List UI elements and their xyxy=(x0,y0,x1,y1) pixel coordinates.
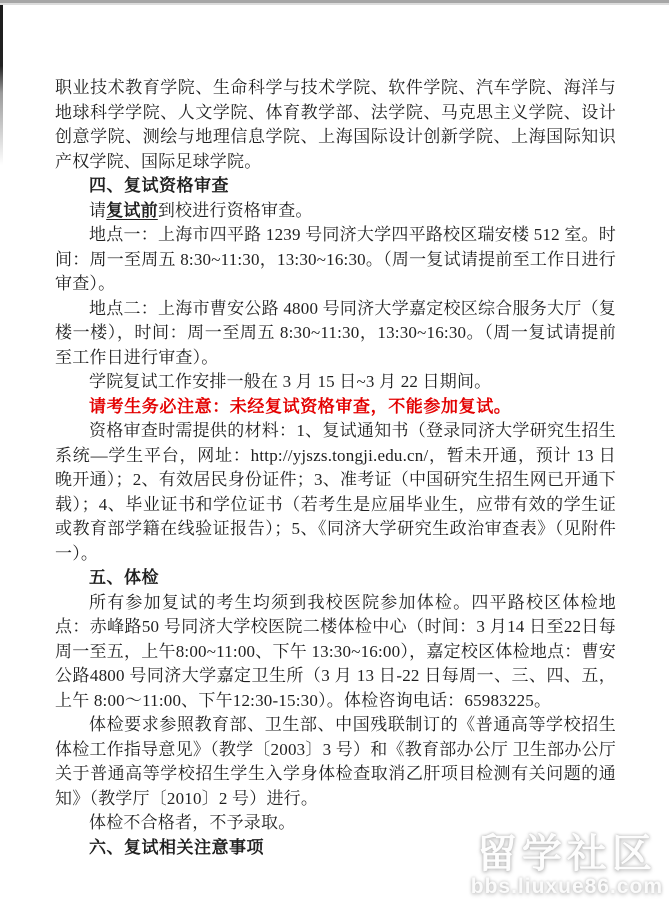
physical-exam-result-paragraph: 体检不合格者，不予录取。 xyxy=(89,813,296,832)
section-heading-qualification-review: 四、复试资格审查 xyxy=(89,176,229,195)
physical-exam-requirements-paragraph: 体检要求参照教育部、卫生部、中国残联制订的《普通高等学校招生体检工作指导意见》（教学〔2003〕3 号）和《教育部办公厅 卫生部办公厅关于普通高等学校招生学生入学身体检查取消乙肝项目检测有关问题的通知》（教学厅〔2010〕2 号）进行。 xyxy=(55,715,616,808)
materials-prefix: 资格审查时需提供的材料：1、复试通知书（登录同济大学研究生招生系统—学生平台，网址： xyxy=(55,421,616,465)
precheck-suffix: 到校进行资格审查。 xyxy=(157,200,313,220)
watermark-url-text: bbs.liuxue86.com xyxy=(470,875,663,898)
watermark-logo-text: 留学社区 xyxy=(476,832,657,876)
top-border-bar xyxy=(0,0,669,5)
precheck-prefix: 请 xyxy=(89,200,107,220)
precheck-paragraph xyxy=(55,199,616,224)
section-heading-retest-notes: 六、复试相关注意事项 xyxy=(89,837,264,857)
schedule-paragraph: 学院复试工作安排一般在 3 月 15 日~3 月 22 日期间。 xyxy=(89,372,492,391)
document-body xyxy=(55,76,616,860)
alert-notice: 请考生务必注意：未经复试资格审查，不能参加复试。 xyxy=(89,396,512,416)
materials-suffix: ，暂未开通，预计 13 日晚开通）；2、有效居民身份证件；3、准考证（中国研究生招生网已开通下载）；4、毕业证书和学位证书（若考生是应届毕业生，应带有效的学生证或教育部学籍在线验证报告）；5、《同济大学研究生政治审查表》（见附件一）。 xyxy=(55,445,616,563)
college-list-paragraph: 职业技术教育学院、生命科学与技术学院、软件学院、汽车学院、海洋与地球科学学院、人文学院、体育教学部、法学院、马克思主义学院、设计创意学院、测绘与地理信息学院、上海国际设计创新学院、上海国际知识产权学院、国际足球学院。 xyxy=(55,78,616,171)
location-two-paragraph: 地点二：上海市曹安公路 4800 号同济大学嘉定校区综合服务大厅（复楼一楼），时间：周一至周五 8:30~11:30，13:30~16:30。（周一复试请提前至工作日进行审查）。 xyxy=(55,298,616,367)
location-one-paragraph: 地点一：上海市四平路 1239 号同济大学四平路校区瑞安楼 512 室。时间：周一至周五 8:30~11:30，13:30~16:30。（周一复试请提前至工作日进行审查）。 xyxy=(55,225,616,293)
portal-url: http://yjszs.tongji.edu.cn/ xyxy=(250,445,429,465)
precheck-emphasis: 复试前 xyxy=(106,200,158,220)
materials-paragraph xyxy=(55,419,616,566)
left-scan-artifact xyxy=(0,5,3,165)
section-heading-physical-exam: 五、体检 xyxy=(89,568,159,587)
physical-exam-locations-paragraph: 所有参加复试的考生均须到我校医院参加体检。四平路校区体检地点：赤峰路50 号同济大学校医院二楼体检中心（时间：3 月14 日至22日每周一至五，上午8:00~11:00、下午 13:30~16:00），嘉定校区体检地点：曹安公路4800 号同济大学嘉定卫生所（3 月 13 日-22 日每周一、三、四、五，上午 8:00～11:00、下午12:30-15:30）。体检咨询电话：65983225。 xyxy=(55,592,616,710)
